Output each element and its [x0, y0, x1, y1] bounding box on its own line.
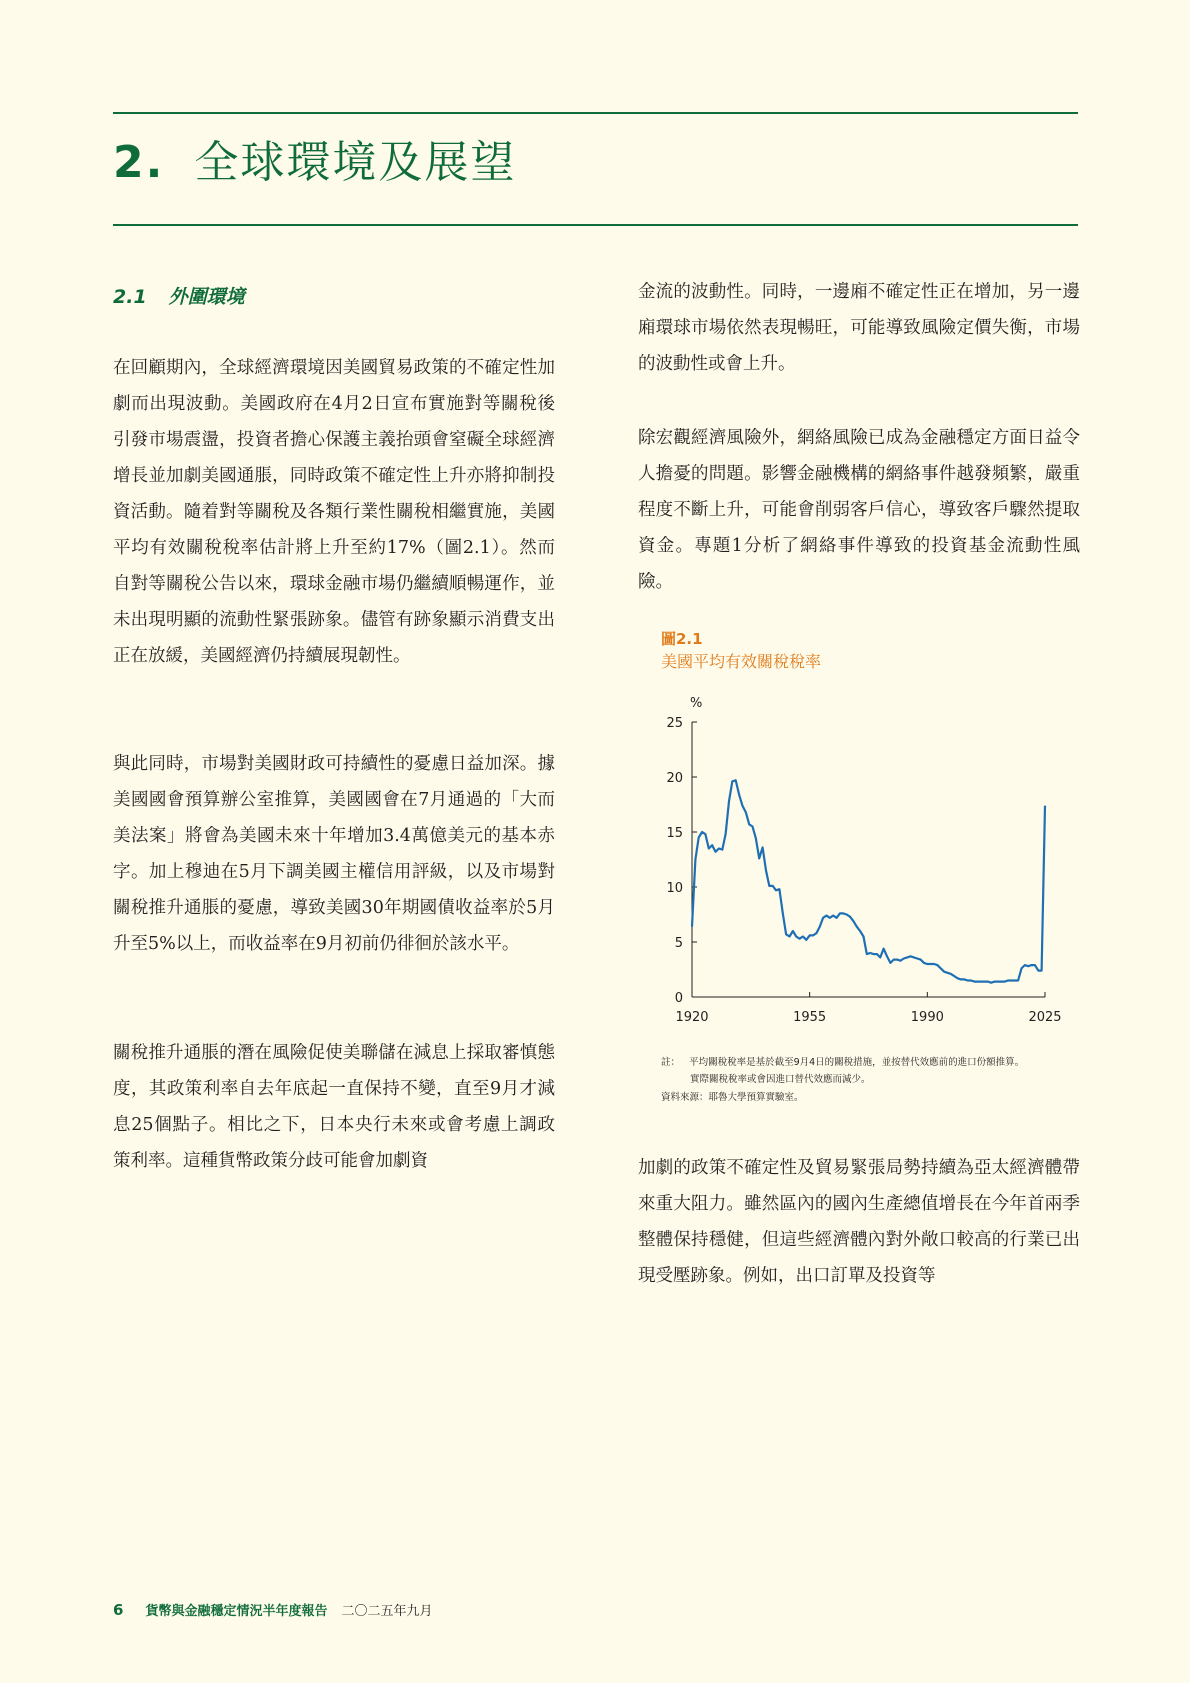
section-number: 2.1	[113, 286, 147, 308]
footer-date: 二〇二五年九月	[341, 1604, 433, 1619]
figure-source: 資料來源：耶魯大學預算實驗室。	[661, 1092, 804, 1103]
y-tick-label: 15	[666, 826, 683, 841]
section-heading	[113, 282, 245, 309]
page-number: 6	[113, 1601, 124, 1619]
x-tick-label: 1920	[675, 1010, 709, 1025]
section-title: 外圍環境	[168, 286, 245, 308]
x-tick-label: 1955	[793, 1010, 827, 1025]
header-rule-bottom	[113, 224, 1078, 226]
footer-report-title: 貨幣與金融穩定情況半年度報告	[145, 1604, 328, 1619]
chapter-number: 2.	[113, 137, 165, 188]
y-tick-label: 0	[674, 991, 683, 1006]
header-rule-top	[113, 112, 1078, 114]
body-paragraph-5: 除宏觀經濟風險外，網絡風險已成為金融穩定方面日益令人擔憂的問題。影響金融機構的網絡事件越發頻繁，嚴重程度不斷上升，可能會削弱客戶信心，導致客戶驟然提取資金。專題1分析了網絡事件導致的投資基金流動性風險。	[638, 428, 1080, 592]
tariff-rate-chart	[640, 690, 1080, 1030]
figure-note-line-2: 實際關稅稅率或會因進口替代效應而減少。	[690, 1074, 871, 1085]
x-axis	[675, 992, 1061, 1025]
body-paragraph-4: 金流的波動性。同時，一邊廂不確定性正在增加，另一邊廂環球市場依然表現暢旺，可能導致風險定價失衡，市場的波動性或會上升。	[638, 282, 1080, 374]
y-axis-unit: %	[690, 696, 703, 711]
page-footer	[113, 1600, 432, 1619]
series-line-tariff-rate	[692, 780, 1045, 982]
chapter-title	[113, 126, 516, 190]
figure-label: 圖2.1	[661, 630, 703, 648]
y-axis	[666, 716, 697, 1006]
body-paragraph-1: 在回顧期內，全球經濟環境因美國貿易政策的不確定性加劇而出現波動。美國政府在4月2日宣布實施對等關稅後引發市場震盪，投資者擔心保護主義抬頭會窒礙全球經濟增長並加劇美國通脹，同時政策不確定性上升亦將抑制投資活動。隨着對等關稅及各類行業性關稅相繼實施，美國平均有效關稅稅率估計將上升至約17%（圖2.1）。然而自對等關稅公告以來，環球金融市場仍繼續順暢運作，並未出現明顯的流動性緊張跡象。儘管有跡象顯示消費支出正在放緩，美國經濟仍持續展現韌性。	[113, 358, 555, 666]
y-tick-label: 10	[666, 881, 683, 896]
figure-note-text-1: 平均關稅稅率是基於截至9月4日的關稅措施，並按替代效應前的進口份額推算。	[689, 1057, 1025, 1068]
body-paragraph-2: 與此同時，市場對美國財政可持續性的憂慮日益加深。據美國國會預算辦公室推算，美國國會在7月通過的「大而美法案」將會為美國未來十年增加3.4萬億美元的基本赤字。加上穆迪在5月下調美國主權信用評級，以及市場對關稅推升通脹的憂慮，導致美國30年期國債收益率於5月升至5%以上，而收益率在9月初前仍徘徊於該水平。	[113, 754, 555, 954]
figure-note-label: 註：	[661, 1057, 681, 1068]
chapter-title-text: 全球環境及展望	[194, 137, 517, 188]
y-tick-label: 20	[666, 771, 683, 786]
x-tick-label: 1990	[910, 1010, 944, 1025]
figure-note-line-1	[661, 1054, 1024, 1068]
body-paragraph-3: 關稅推升通脹的潛在風險促使美聯儲在減息上採取審慎態度，其政策利率自去年底起一直保持不變，直至9月才減息25個點子。相比之下，日本央行未來或會考慮上調政策利率。這種貨幣政策分歧可能會加劇資	[113, 1043, 555, 1171]
x-tick-label: 2025	[1028, 1010, 1062, 1025]
figure-title: 美國平均有效關稅稅率	[661, 652, 822, 671]
y-tick-label: 25	[666, 716, 683, 731]
y-tick-label: 5	[674, 936, 683, 951]
body-paragraph-6: 加劇的政策不確定性及貿易緊張局勢持續為亞太經濟體帶來重大阻力。雖然區內的國內生產總值增長在今年首兩季整體保持穩健，但這些經濟體內對外敞口較高的行業已出現受壓跡象。例如，出口訂單及投資等	[638, 1158, 1080, 1286]
